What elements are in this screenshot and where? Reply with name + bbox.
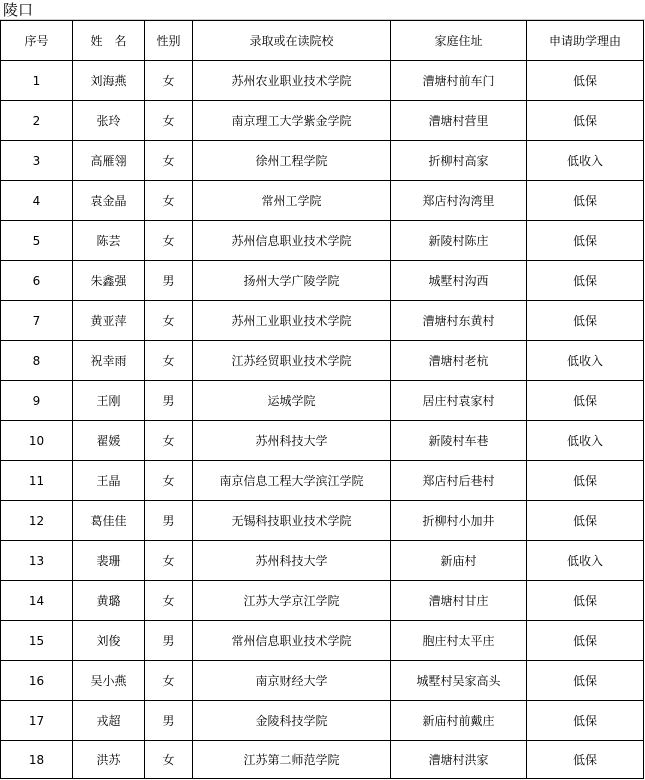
cell-gender: 女 <box>145 141 193 181</box>
cell-school: 徐州工程学院 <box>193 141 391 181</box>
cell-home-address: 漕塘村东黄村 <box>391 301 527 341</box>
cell-gender: 女 <box>145 181 193 221</box>
cell-school: 南京财经大学 <box>193 661 391 701</box>
cell-name: 黄璐 <box>73 581 145 621</box>
header-row <box>1 21 644 61</box>
cell-serial-number: 8 <box>1 341 73 381</box>
cell-gender: 女 <box>145 461 193 501</box>
table-row <box>1 581 644 621</box>
cell-home-address: 折柳村高家 <box>391 141 527 181</box>
table-row <box>1 61 644 101</box>
cell-serial-number: 13 <box>1 541 73 581</box>
cell-school: 扬州大学广陵学院 <box>193 261 391 301</box>
cell-name: 黄亚萍 <box>73 301 145 341</box>
cell-serial-number: 6 <box>1 261 73 301</box>
cell-school: 运城学院 <box>193 381 391 421</box>
cell-aid-reason: 低保 <box>527 101 644 141</box>
cell-school: 无锡科技职业技术学院 <box>193 501 391 541</box>
cell-aid-reason: 低保 <box>527 741 644 779</box>
cell-gender: 女 <box>145 661 193 701</box>
cell-aid-reason: 低保 <box>527 181 644 221</box>
header-gender: 性别 <box>145 21 193 61</box>
header-name: 姓 名 <box>73 21 145 61</box>
cell-aid-reason: 低保 <box>527 261 644 301</box>
table-row <box>1 741 644 779</box>
cell-aid-reason: 低保 <box>527 581 644 621</box>
header-serial-number: 序号 <box>1 21 73 61</box>
cell-home-address: 郑店村沟湾里 <box>391 181 527 221</box>
cell-serial-number: 5 <box>1 221 73 261</box>
cell-gender: 男 <box>145 381 193 421</box>
cell-aid-reason: 低保 <box>527 501 644 541</box>
cell-serial-number: 1 <box>1 61 73 101</box>
cell-name: 洪苏 <box>73 741 145 779</box>
cell-school: 苏州工业职业技术学院 <box>193 301 391 341</box>
cell-gender: 女 <box>145 741 193 779</box>
table-row <box>1 261 644 301</box>
cell-name: 袁金晶 <box>73 181 145 221</box>
cell-name: 张玲 <box>73 101 145 141</box>
cell-home-address: 漕塘村洪家 <box>391 741 527 779</box>
table-row <box>1 661 644 701</box>
cell-school: 苏州科技大学 <box>193 541 391 581</box>
header-school: 录取或在读院校 <box>193 21 391 61</box>
cell-gender: 女 <box>145 101 193 141</box>
cell-home-address: 居庄村袁家村 <box>391 381 527 421</box>
cell-gender: 男 <box>145 701 193 741</box>
cell-serial-number: 4 <box>1 181 73 221</box>
table-row <box>1 141 644 181</box>
cell-aid-reason: 低保 <box>527 221 644 261</box>
cell-home-address: 漕塘村老杭 <box>391 341 527 381</box>
cell-gender: 男 <box>145 261 193 301</box>
cell-name: 陈芸 <box>73 221 145 261</box>
cell-home-address: 胞庄村太平庄 <box>391 621 527 661</box>
table-row <box>1 221 644 261</box>
cell-school: 常州工学院 <box>193 181 391 221</box>
cell-name: 裴珊 <box>73 541 145 581</box>
table-row <box>1 341 644 381</box>
cell-serial-number: 7 <box>1 301 73 341</box>
cell-serial-number: 3 <box>1 141 73 181</box>
cell-name: 葛佳佳 <box>73 501 145 541</box>
cell-name: 戎超 <box>73 701 145 741</box>
cell-home-address: 新庙村前戴庄 <box>391 701 527 741</box>
table-row <box>1 421 644 461</box>
cell-serial-number: 9 <box>1 381 73 421</box>
cell-gender: 男 <box>145 501 193 541</box>
cell-name: 吴小燕 <box>73 661 145 701</box>
cell-home-address: 折柳村小加井 <box>391 501 527 541</box>
cell-serial-number: 18 <box>1 741 73 779</box>
cell-school: 金陵科技学院 <box>193 701 391 741</box>
cell-home-address: 郑店村后巷村 <box>391 461 527 501</box>
cell-name: 高雁翎 <box>73 141 145 181</box>
cell-serial-number: 2 <box>1 101 73 141</box>
cell-gender: 女 <box>145 221 193 261</box>
table-row <box>1 101 644 141</box>
table-body <box>1 61 644 779</box>
cell-home-address: 漕塘村前车门 <box>391 61 527 101</box>
cell-school: 南京信息工程大学滨江学院 <box>193 461 391 501</box>
cell-school: 常州信息职业技术学院 <box>193 621 391 661</box>
cell-home-address: 城墅村沟西 <box>391 261 527 301</box>
cell-home-address: 漕塘村甘庄 <box>391 581 527 621</box>
table-row <box>1 461 644 501</box>
cell-school: 苏州农业职业技术学院 <box>193 61 391 101</box>
cell-aid-reason: 低收入 <box>527 341 644 381</box>
cell-home-address: 新陵村陈庄 <box>391 221 527 261</box>
cell-aid-reason: 低收入 <box>527 421 644 461</box>
table-row <box>1 301 644 341</box>
cell-name: 朱鑫强 <box>73 261 145 301</box>
cell-name: 刘俊 <box>73 621 145 661</box>
cell-gender: 女 <box>145 341 193 381</box>
cell-gender: 女 <box>145 541 193 581</box>
table-row <box>1 181 644 221</box>
student-aid-table <box>0 20 644 779</box>
table-row <box>1 381 644 421</box>
cell-aid-reason: 低收入 <box>527 141 644 181</box>
cell-name: 翟媛 <box>73 421 145 461</box>
header-aid-reason: 申请助学理由 <box>527 21 644 61</box>
cell-school: 苏州信息职业技术学院 <box>193 221 391 261</box>
cell-serial-number: 15 <box>1 621 73 661</box>
table-row <box>1 701 644 741</box>
cell-aid-reason: 低保 <box>527 381 644 421</box>
table-row <box>1 501 644 541</box>
table-row <box>1 541 644 581</box>
cell-aid-reason: 低保 <box>527 301 644 341</box>
cell-aid-reason: 低保 <box>527 701 644 741</box>
cell-gender: 女 <box>145 301 193 341</box>
cell-name: 祝幸雨 <box>73 341 145 381</box>
cell-serial-number: 14 <box>1 581 73 621</box>
cell-school: 苏州科技大学 <box>193 421 391 461</box>
cell-home-address: 新陵村车巷 <box>391 421 527 461</box>
cell-school: 南京理工大学紫金学院 <box>193 101 391 141</box>
cell-gender: 女 <box>145 61 193 101</box>
cell-gender: 女 <box>145 581 193 621</box>
cell-aid-reason: 低保 <box>527 61 644 101</box>
cell-aid-reason: 低保 <box>527 461 644 501</box>
cell-name: 王晶 <box>73 461 145 501</box>
cell-serial-number: 17 <box>1 701 73 741</box>
cell-gender: 男 <box>145 621 193 661</box>
cell-name: 刘海燕 <box>73 61 145 101</box>
cell-aid-reason: 低收入 <box>527 541 644 581</box>
cell-serial-number: 11 <box>1 461 73 501</box>
cell-school: 江苏经贸职业技术学院 <box>193 341 391 381</box>
cell-aid-reason: 低保 <box>527 621 644 661</box>
sheet-title: 陵口 <box>0 0 645 20</box>
cell-aid-reason: 低保 <box>527 661 644 701</box>
cell-school: 江苏第二师范学院 <box>193 741 391 779</box>
cell-home-address: 新庙村 <box>391 541 527 581</box>
cell-school: 江苏大学京江学院 <box>193 581 391 621</box>
cell-serial-number: 12 <box>1 501 73 541</box>
cell-name: 王刚 <box>73 381 145 421</box>
cell-serial-number: 10 <box>1 421 73 461</box>
header-home-address: 家庭住址 <box>391 21 527 61</box>
cell-gender: 女 <box>145 421 193 461</box>
cell-home-address: 城墅村吴家高头 <box>391 661 527 701</box>
cell-serial-number: 16 <box>1 661 73 701</box>
cell-home-address: 漕塘村营里 <box>391 101 527 141</box>
table-row <box>1 621 644 661</box>
